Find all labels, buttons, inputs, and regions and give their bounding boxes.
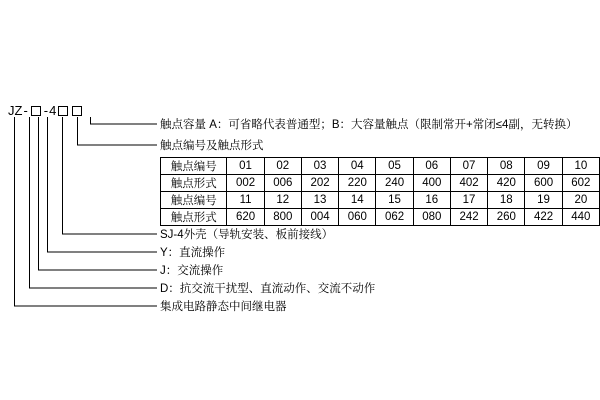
table-cell: 602 [562,175,599,192]
contacts-table [160,157,600,226]
table-cell: 080 [413,209,450,226]
table-cell: 03 [301,158,338,175]
annotation-shell: SJ-4外壳（导轨安装、板前接线） [160,229,334,241]
table-cell: 04 [339,158,376,175]
model-code-digit: 4 [49,103,57,118]
annotation-contact-number-form: 触点编号及触点形式 [160,140,264,152]
model-code-box-1 [31,106,41,116]
table-cell: 07 [450,158,487,175]
table-row [161,209,600,226]
table-cell: 12 [264,192,301,209]
table-cell: 220 [339,175,376,192]
annotation-base-relay: 集成电路静态中间继电器 [160,301,287,313]
table-row [161,158,600,175]
table-row-header: 触点编号 [161,158,227,175]
annotation-d-anti-ac-interference: D：抗交流干扰型、直流动作、交流不动作 [160,283,376,295]
table-cell: 400 [413,175,450,192]
table-cell: 16 [413,192,450,209]
table-cell: 17 [450,192,487,209]
table-cell: 004 [301,209,338,226]
table-cell: 10 [562,158,599,175]
table-cell: 062 [376,209,413,226]
table-row-header: 触点编号 [161,192,227,209]
table-row-header: 触点形式 [161,209,227,226]
table-cell: 18 [488,192,525,209]
table-cell: 600 [525,175,562,192]
table-row-header: 触点形式 [161,175,227,192]
model-code-dash-2: - [43,103,49,118]
annotation-contact-capacity: 触点容量 A：可省略代表普通型；B：大容量触点（限制常开+常闭≤4副，无转换） [160,119,578,131]
table-row [161,175,600,192]
table-cell: 08 [488,158,525,175]
table-cell: 240 [376,175,413,192]
table-cell: 14 [339,192,376,209]
model-code-box-2 [58,106,68,116]
table-cell: 15 [376,192,413,209]
model-code-prefix: JZ [8,103,23,118]
table-cell: 422 [525,209,562,226]
table-cell: 002 [227,175,264,192]
table-cell: 006 [264,175,301,192]
table-cell: 05 [376,158,413,175]
annotation-y-dc-operation: Y：直流操作 [160,247,226,259]
table-row [161,192,600,209]
table-cell: 19 [525,192,562,209]
table-cell: 20 [562,192,599,209]
model-code-box-3 [72,106,82,116]
table-cell: 402 [450,175,487,192]
table-cell: 13 [301,192,338,209]
table-cell: 420 [488,175,525,192]
table-cell: 800 [264,209,301,226]
table-cell: 440 [562,209,599,226]
table-cell: 01 [227,158,264,175]
annotation-j-ac-operation: J：交流操作 [160,265,224,277]
contacts-table-wrapper [160,157,600,226]
table-cell: 620 [227,209,264,226]
table-cell: 06 [413,158,450,175]
table-cell: 11 [227,192,264,209]
table-cell: 02 [264,158,301,175]
table-cell: 202 [301,175,338,192]
table-cell: 242 [450,209,487,226]
model-code-dash-1: - [23,103,28,118]
table-cell: 09 [525,158,562,175]
model-code [8,104,84,117]
table-cell: 260 [488,209,525,226]
table-cell: 060 [339,209,376,226]
